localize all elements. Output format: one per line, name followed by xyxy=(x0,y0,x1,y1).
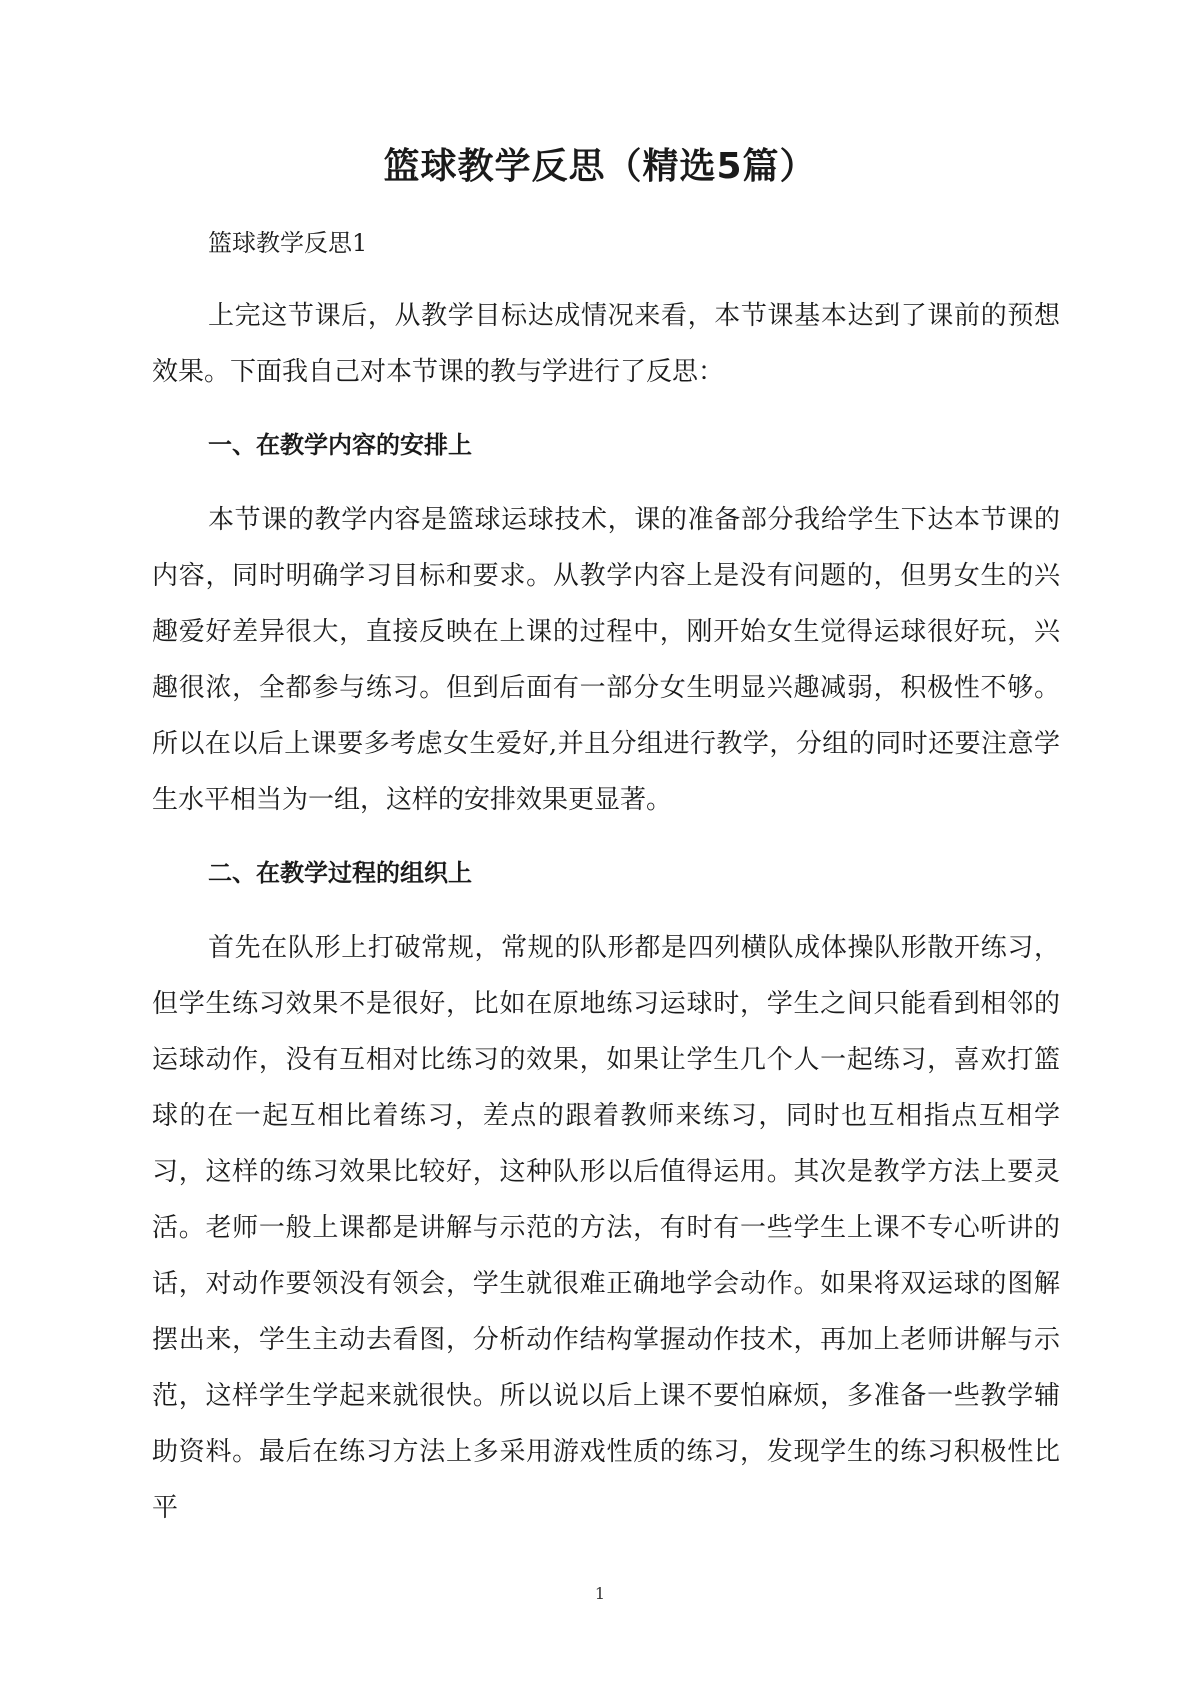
article-subtitle: 篮球教学反思1 xyxy=(208,229,368,257)
section-heading-process-organization: 二、在教学过程的组织上 xyxy=(208,859,472,887)
document-title: 篮球教学反思（精选5篇） xyxy=(383,146,817,187)
intro-paragraph: 上完这节课后，从教学目标达成情况来看，本节课基本达到了课前的预想效果。下面我自己对本节课的教与学进行了反思： xyxy=(152,301,1060,387)
document-body xyxy=(152,222,1060,1560)
section-paragraph-content-arrangement: 本节课的教学内容是篮球运球技术，课的准备部分我给学生下达本节课的内容，同时明确学习目标和要求。从教学内容上是没有问题的，但男女生的兴趣爱好差异很大，直接反映在上课的过程中，刚开始女生觉得运球很好玩，兴趣很浓，全都参与练习。但到后面有一部分女生明显兴趣减弱，积极性不够。所以在以后上课要多考虑女生爱好,并且分组进行教学，分组的同时还要注意学生水平相当为一组，这样的安排效果更显著。 xyxy=(152,505,1060,815)
section-heading-content-arrangement: 一、在教学内容的安排上 xyxy=(208,431,472,459)
page-number: 1 xyxy=(594,1584,606,1603)
section-paragraph-process-organization: 首先在队形上打破常规，常规的队形都是四列横队成体操队形散开练习，但学生练习效果不是很好，比如在原地练习运球时，学生之间只能看到相邻的运球动作，没有互相对比练习的效果，如果让学生几个人一起练习，喜欢打篮球的在一起互相比着练习，差点的跟着教师来练习，同时也互相指点互相学习，这样的练习效果比较好，这种队形以后值得运用。其次是教学方法上要灵活。老师一般上课都是讲解与示范的方法，有时有一些学生上课不专心听讲的话，对动作要领没有领会，学生就很难正确地学会动作。如果将双运球的图解摆出来，学生主动去看图，分析动作结构掌握动作技术，再加上老师讲解与示范，这样学生学起来就很快。所以说以后上课不要怕麻烦，多准备一些教学辅助资料。最后在练习方法上多采用游戏性质的练习，发现学生的练习积极性比平 xyxy=(152,933,1060,1523)
